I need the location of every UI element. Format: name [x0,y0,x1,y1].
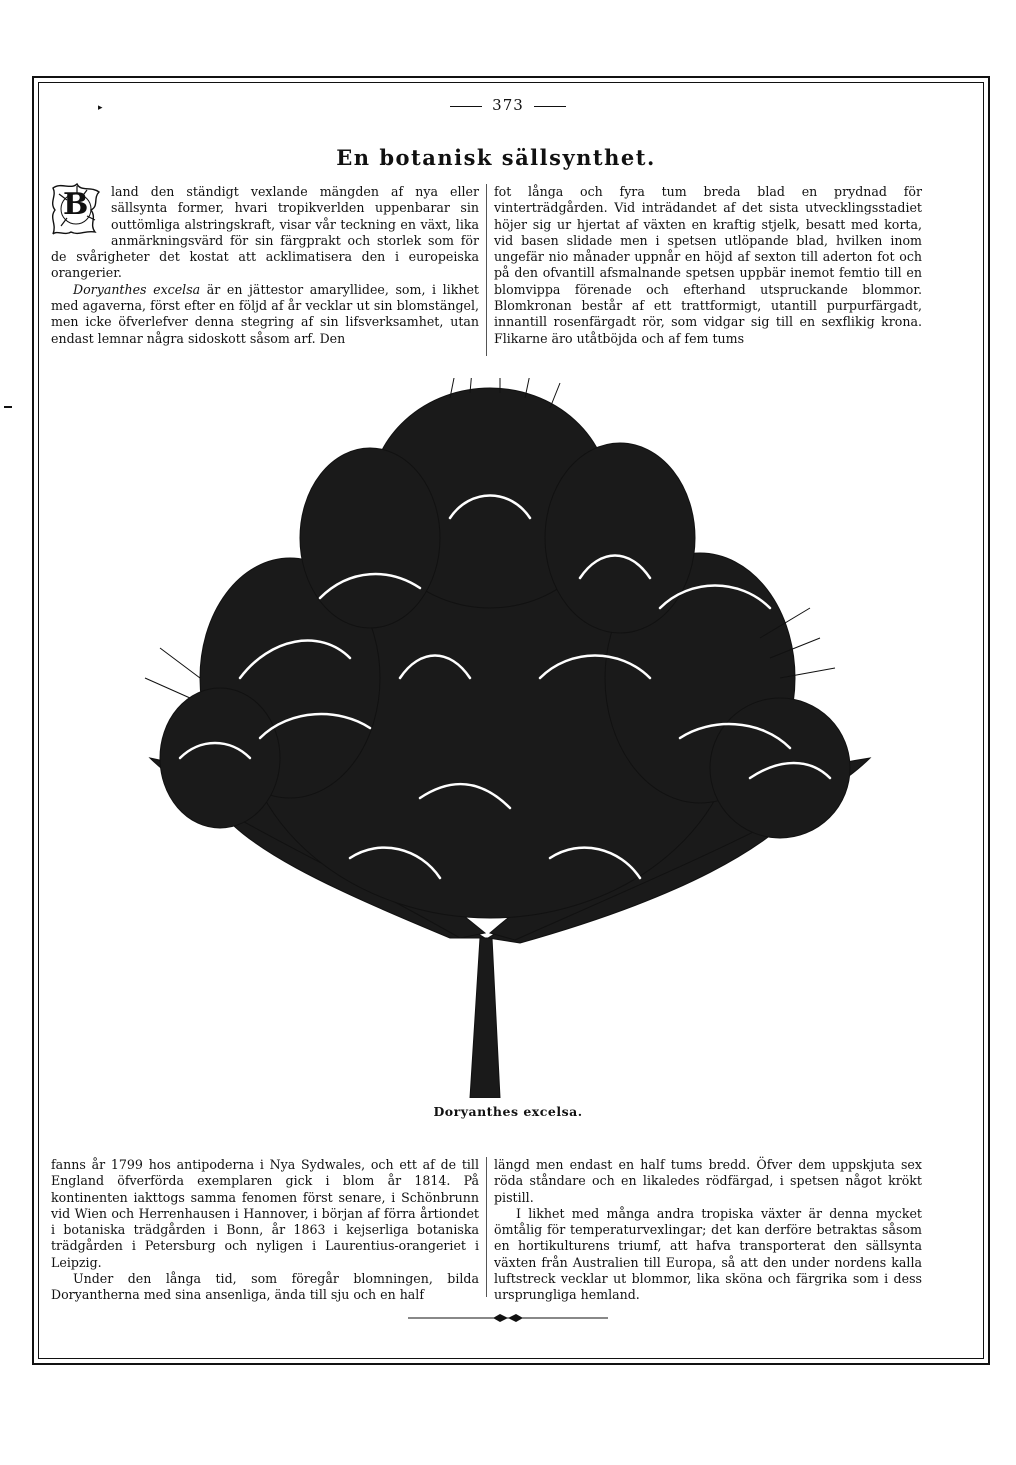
column-divider-top [486,184,487,356]
article-title: En botanisk sällsynthet. [336,145,656,170]
header-ornament-dot: ▸ [98,103,103,113]
paragraph-growth: Under den långa tid, som föregår blomningen, bilda Doryantherna med sina ansenliga, ända till sju och en half [51,1271,479,1303]
column-bottom-right [494,1157,922,1304]
column-bottom-left [51,1157,479,1304]
margin-mark [4,406,12,408]
species-name-italic: Doryanthes excelsa [73,281,201,297]
figure-caption: Doryanthes excelsa. [433,1104,583,1119]
doryanthes-illustration [120,378,900,1098]
page-number: 373 [0,96,1016,114]
column-top-right [494,184,922,347]
paragraph-intro: land den ständigt vexlande mängden af nya eller sällsynta former, hvari tropikverlden uppenbarar sin outtömliga alstringskraft, visar vår teckning en växt, lika anmärkningsvärd för sin färgprakt och storlek som för de svårigheter det kostat att acklimatisera den i europeiska orangerier. [51,184,479,281]
end-ornament-rule [408,1313,608,1323]
column-top-left [51,184,479,347]
paragraph-doryanthes-text: är en jättestor amaryllidee, som, i likhet med agaverna, först efter en följd af år vecklar ut sin blomstängel, men icke öfverlefver denna stegring af sin lifsverksamhet, utan endast lemnar några sidoskott såsom arf. Den [51,281,479,346]
drop-cap-letter: B [63,187,89,222]
column-divider-bottom [486,1157,487,1297]
paragraph-stamens: längd men endast en half tums bredd. Öfver dem uppskjuta sex röda ståndare och en likaledes rödfärgad, i spetsen något krökt pistill. [494,1157,922,1205]
drop-cap-ornament [47,180,105,238]
paragraph-leaves: fot långa och fyra tum breda blad en prydnad för vinterträdgården. Vid inträdandet af det sista utvecklingsstadiet höjer sig ur hjertat af växten en kraftig stjelk, besatt med korta, vid basen slidade men i spetsen utlöpande blad, hvilken inom ungefär nio månader uppnår en höjd af sexton till aderton fot och på den ofvantill afsmalnande spetsen uppbär inemot femtio till en blomvippa förenade och efterhand utspruckande blommor. Blomkronan består af ett trattformigt, utantill purpurfärgadt, innantill rosenfärgadt rör, som vidgar sig till en sexflikig krona. Flikarne äro utåtböjda och af fem tums [494,184,922,346]
plant-engraving [150,388,870,1098]
paragraph-doryanthes [51,282,479,347]
paragraph-conclusion: I likhet med många andra tropiska växter är denna mycket ömtålig för temperaturvexlingar; det kan derföre betraktas såsom en hortikulturens triumf, att hafva transporterat den sällsynta växten från Australien till Europa, så att den under nordens kalla luftstreck vecklar ut blommor, lika sköna och färgrika som i dess ursprungliga hemland. [494,1205,922,1303]
paragraph-history: fanns år 1799 hos antipoderna i Nya Sydwales, och ett af de till England öfverförda exemplaren gick i blom år 1814. På kontinenten iakttogs samma fenomen först senare, i Schönbrunn vid Wien och Herrenhausen i Hannover, i början af förra årtiondet i botaniska trädgården i Bonn, år 1863 i kejserliga botaniska trädgården i Petersburg och nyligen i Laurentius-orangeriet i Leipzig. [51,1157,479,1270]
